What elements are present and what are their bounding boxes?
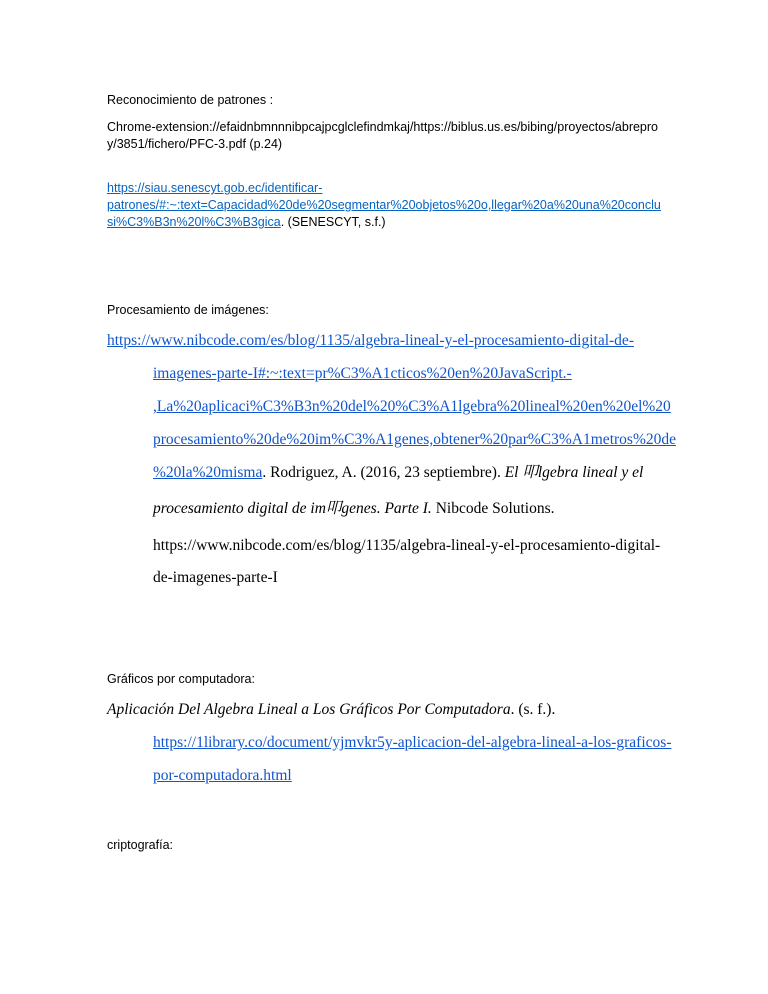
- nibcode-link[interactable]: imagenes-parte-I#:~:text=pr%C3%A1cticos%20en%20JavaScript.-: [153, 365, 572, 382]
- nibcode-link[interactable]: https://www.nibcode.com/es/blog/1135/algebra-lineal-y-el-procesamiento-digital-de-: [107, 332, 634, 349]
- reference-chrome-extension: Chrome-extension://efaidnbmnnnibpcajpcglclefindmkaj/https://biblus.us.es/bibing/proyectos/abreproy/3851/fichero/PFC-3.pdf (p.24): [107, 120, 659, 151]
- senescyt-citation: . (SENESCYT, s.f.): [280, 215, 386, 229]
- nibcode-title: procesamiento digital de im叩genes. Parte I.: [153, 500, 432, 517]
- nibcode-link[interactable]: %20la%20misma: [153, 464, 263, 481]
- nibcode-title: El 叩lgebra lineal y el: [504, 464, 644, 481]
- reference-senescyt: [107, 180, 672, 231]
- graficos-date: . (s. f.).: [510, 701, 556, 718]
- graficos-title: Aplicación Del Algebra Lineal a Los Gráficos Por Computadora: [107, 701, 511, 718]
- heading-reconocimiento-patrones: Reconocimiento de patrones :: [107, 93, 274, 107]
- nibcode-link[interactable]: ,La%20aplicaci%C3%B3n%20del%20%C3%A1lgebra%20lineal%20en%20el%20: [153, 398, 671, 415]
- nibcode-author: . Rodriguez, A. (2016, 23 septiembre).: [262, 464, 505, 481]
- 1library-link[interactable]: por-computadora.html: [153, 767, 292, 784]
- nibcode-publisher: Nibcode Solutions.: [431, 500, 555, 517]
- reference-nibcode: [107, 324, 687, 593]
- reference-1library: [107, 693, 687, 792]
- heading-graficos-computadora: Gráficos por computadora:: [107, 672, 255, 686]
- nibcode-url-text: https://www.nibcode.com/es/blog/1135/algebra-lineal-y-el-procesamiento-digital-: [153, 537, 661, 554]
- heading-procesamiento-imagenes: Procesamiento de imágenes:: [107, 303, 269, 317]
- nibcode-url-text: de-imagenes-parte-I: [153, 569, 278, 586]
- 1library-link[interactable]: https://1library.co/document/yjmvkr5y-aplicacion-del-algebra-lineal-a-los-graficos-: [153, 734, 672, 751]
- nibcode-link[interactable]: procesamiento%20de%20im%C3%A1genes,obtener%20par%C3%A1metros%20de: [153, 431, 676, 448]
- senescyt-link[interactable]: https://siau.senescyt.gob.ec/identificar- patrones/#:~:text=Capacidad%20de%20segmentar%20objetos%20o,llegar%20a%20una%20conclu si%C3%B3n%20l%C3%B3gica: [107, 181, 661, 229]
- heading-criptografia: criptografía:: [107, 838, 174, 852]
- nibcode-link-line: [107, 324, 687, 357]
